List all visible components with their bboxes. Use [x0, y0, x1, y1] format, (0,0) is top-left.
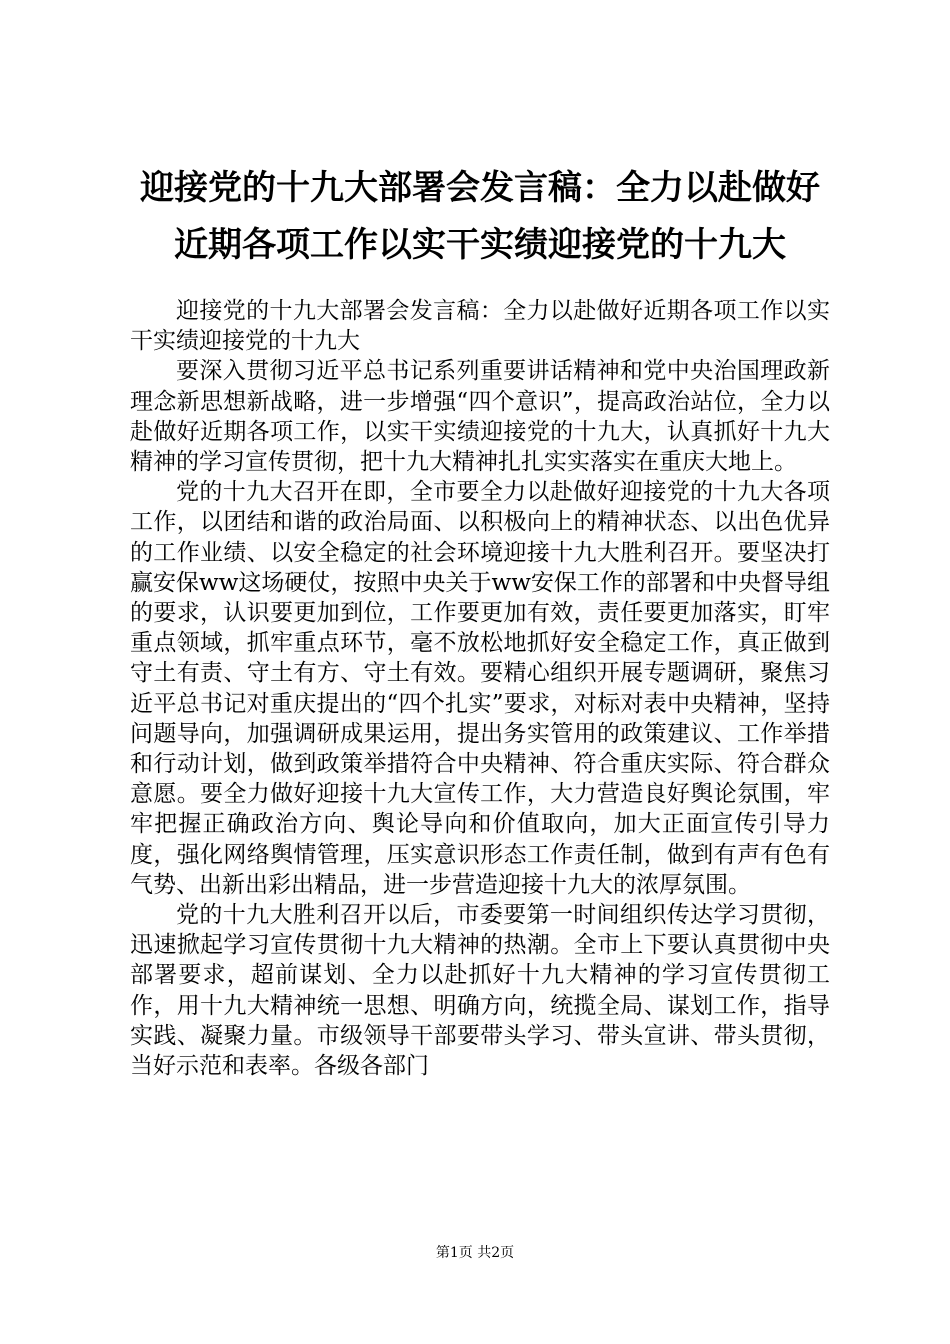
- title-line-2: 近期各项工作以实干实绩迎接党的十九大: [174, 225, 786, 265]
- document-title: [120, 160, 840, 274]
- paragraph-1: 迎接党的十九大部署会发言稿：全力以赴做好近期各项工作以实干实绩迎接党的十九大: [130, 298, 830, 355]
- paragraph-4: 党的十九大胜利召开以后，市委要第一时间组织传达学习贯彻，迅速掀起学习宣传贯彻十九大精神的热潮。全市上下要认真贯彻中央部署要求，超前谋划、全力以赴抓好十九大精神的学习宣传贯彻工作，用十九大精神统一思想、明确方向，统揽全局、谋划工作，指导实践、凝聚力量。市级领导干部要带头学习、带头宣讲、带头贯彻，当好示范和表率。各级各部门: [130, 902, 830, 1080]
- title-line-1: 迎接党的十九大部署会发言稿：全力以赴做好: [140, 168, 820, 208]
- document-body: [130, 296, 830, 1081]
- page-number-footer: 第1页 共2页: [435, 1245, 515, 1261]
- paragraph-2: 要深入贯彻习近平总书记系列重要讲话精神和党中央治国理政新理念新思想新战略，进一步增强“四个意识”，提高政治站位，全力以赴做好近期各项工作，以实干实绩迎接党的十九大，认真抓好十九大精神的学习宣传贯彻，把十九大精神扎扎实实落实在重庆大地上。: [130, 358, 830, 476]
- paragraph-3: 党的十九大召开在即，全市要全力以赴做好迎接党的十九大各项工作，以团结和谐的政治局面、以积极向上的精神状态、以出色优异的工作业绩、以安全稳定的社会环境迎接十九大胜利召开。要坚决打赢安保ww这场硬仗，按照中央关于ww安保工作的部署和中央督导组的要求，认识要更加到位，工作要更加有效，责任要更加落实，盯牢重点领域，抓牢重点环节，毫不放松地抓好安全稳定工作，真正做到守土有责、守土有方、守土有效。要精心组织开展专题调研，聚焦习近平总书记对重庆提出的“四个扎实”要求，对标对表中央精神，坚持问题导向，加强调研成果运用，提出务实管用的政策建议、工作举措和行动计划，做到政策举措符合中央精神、符合重庆实际、符合群众意愿。要全力做好迎接十九大宣传工作，大力营造良好舆论氛围，牢牢把握正确政治方向、舆论导向和价值取向，加大正面宣传引导力度，强化网络舆情管理，压实意识形态工作责任制，做到有声有色有气势、出新出彩出精品，进一步营造迎接十九大的浓厚氛围。: [130, 479, 830, 898]
